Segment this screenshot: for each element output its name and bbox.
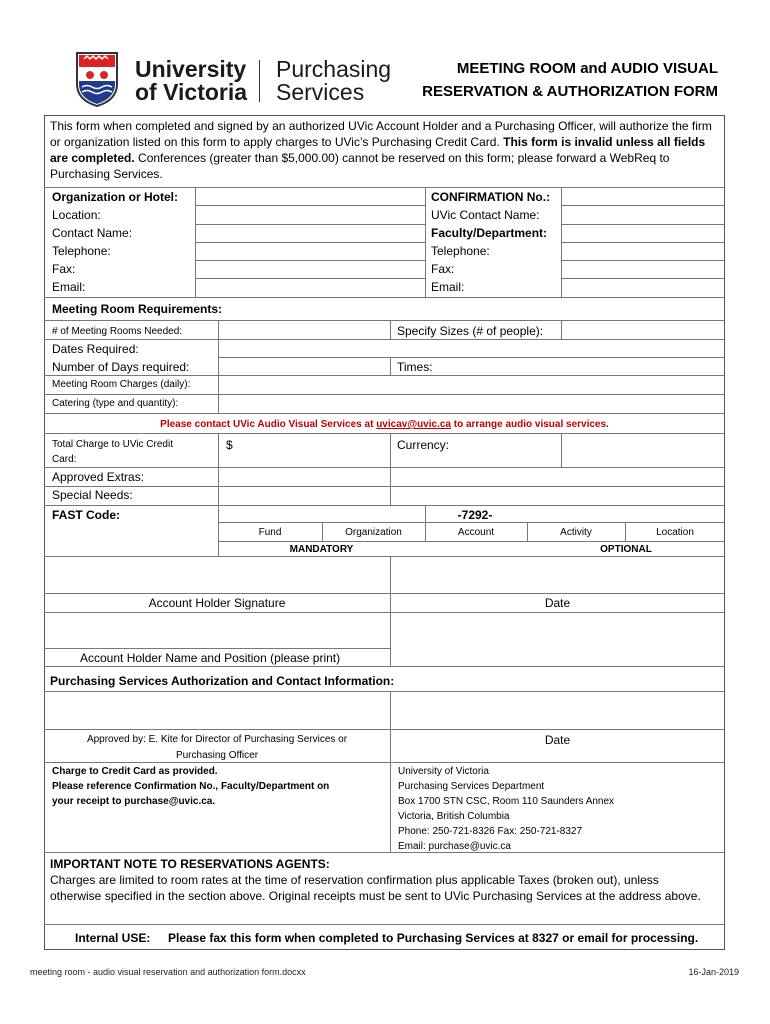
- purchasing-date-label: Date: [544, 733, 571, 747]
- location-label: Location:: [52, 208, 101, 222]
- optional-label: OPTIONAL: [600, 544, 652, 555]
- account-holder-name-label: Account Holder Name and Position (please print): [80, 651, 341, 665]
- divider: [390, 691, 391, 852]
- currency-label: Currency:: [397, 438, 450, 452]
- intro-text-2: Conferences (greater than $5,000.00) cannot be reserved on this form; please forward a WebReq to Purchasing Services.: [50, 151, 670, 181]
- confirmation-label: CONFIRMATION No.:: [431, 190, 551, 204]
- uvic-contact-label: UVic Contact Name:: [431, 208, 540, 222]
- divider: [561, 205, 725, 206]
- intro-text-1: This form when completed and signed by an authorized UVic Account Holder and a Purchasing Officer, will authorize the firm or organization listed on this form to apply charges to UVic’s Purchasing Credit Card.: [50, 119, 712, 149]
- total-charge-label-2: Card:: [52, 454, 77, 465]
- faculty-department-label: Faculty/Department:: [431, 226, 548, 240]
- address-phone-fax: Phone: 250-721-8326 Fax: 250-721-8327: [398, 826, 583, 837]
- divider: [218, 541, 725, 542]
- divider: [44, 924, 725, 925]
- divider: [561, 278, 725, 279]
- divider: [218, 357, 725, 358]
- activity-label: Activity: [560, 527, 592, 538]
- dates-required-label: Dates Required:: [52, 342, 139, 356]
- signature-field[interactable]: [46, 558, 388, 592]
- mandatory-label: MANDATORY: [289, 544, 354, 555]
- address-line4: Victoria, British Columbia: [398, 811, 510, 822]
- divider: [44, 467, 725, 468]
- divider: [44, 666, 725, 667]
- divider: [44, 648, 390, 649]
- account-label: Account: [457, 527, 495, 538]
- divider: [44, 852, 725, 853]
- fax-label: Fax:: [52, 262, 76, 276]
- important-note-body: Charges are limited to room rates at the time of reservation confirmation plus applicable Taxes (broken out), unless otherwise specified in the section above. Original receipts must be sent to UVic Purchasing Services at the address above.: [50, 873, 701, 903]
- uvic-email-label: Email:: [431, 280, 465, 294]
- divider: [195, 205, 425, 206]
- charge-note-line1: Charge to Credit Card as provided.: [52, 766, 218, 777]
- university-wordmark-line2: of Victoria: [135, 79, 248, 105]
- fast-code-label: FAST Code:: [52, 508, 120, 522]
- divider: [44, 729, 725, 730]
- divider: [218, 433, 219, 505]
- divider: [44, 320, 725, 321]
- divider: [44, 691, 725, 692]
- total-charge-label-1: Total Charge to UVic Credit: [52, 439, 173, 450]
- form-title-line1: MEETING ROOM and AUDIO VISUAL: [456, 60, 718, 77]
- signature-date-label: Date: [544, 596, 571, 610]
- divider: [44, 762, 725, 763]
- department-wordmark-line2: Services: [276, 79, 365, 105]
- rooms-needed-label: # of Meeting Rooms Needed:: [52, 326, 183, 337]
- av-email-link[interactable]: uvicav@uvic.ca: [376, 419, 451, 430]
- footer-filename: meeting room - audio visual reservation and authorization form.docxx: [30, 967, 306, 977]
- address-email: Email: purchase@uvic.ca: [398, 841, 511, 852]
- room-charges-label: Meeting Room Charges (daily):: [52, 379, 191, 390]
- divider: [390, 556, 391, 666]
- divider: [44, 375, 725, 376]
- divider: [561, 433, 562, 467]
- important-note-heading: IMPORTANT NOTE TO RESERVATIONS AGENTS:: [50, 857, 330, 871]
- divider: [390, 357, 391, 375]
- charge-note-line2: Please reference Confirmation No., Faculty/Department on: [52, 781, 330, 792]
- fund-label: Fund: [258, 527, 282, 538]
- divider: [195, 278, 425, 279]
- form-title-line2: RESERVATION & AUTHORIZATION FORM: [422, 83, 718, 100]
- internal-use-instructions: Please fax this form when completed to Purchasing Services at 8327 or email for processing.: [168, 931, 699, 945]
- address-line3: Box 1700 STN CSC, Room 110 Saunders Annex: [398, 796, 615, 807]
- divider: [425, 187, 426, 297]
- department-wordmark-line1: Purchasing: [276, 56, 392, 82]
- divider: [561, 242, 725, 243]
- divider: [561, 320, 562, 339]
- catering-label: Catering (type and quantity):: [52, 398, 179, 409]
- uvic-telephone-label: Telephone:: [431, 244, 490, 258]
- divider: [44, 297, 725, 298]
- divider: [44, 593, 390, 594]
- organization-label: Organization: [345, 527, 402, 538]
- org-hotel-field[interactable]: [196, 188, 424, 204]
- university-wordmark-line1: University: [135, 56, 247, 82]
- divider: [44, 556, 725, 557]
- divider: [390, 320, 391, 339]
- logo-divider: [259, 60, 260, 102]
- purchasing-heading: Purchasing Services Authorization and Contact Information:: [50, 674, 395, 688]
- divider: [44, 433, 725, 434]
- footer-date: 16-Jan-2019: [688, 967, 739, 977]
- intro-invalid-warning: This form is invalid unless all fields are completed.: [50, 135, 706, 165]
- divider: [44, 413, 725, 414]
- approved-by-line1: Approved by: E. Kite for Director of Purchasing Services or: [86, 734, 348, 745]
- divider: [44, 505, 725, 506]
- telephone-label: Telephone:: [52, 244, 111, 258]
- email-label: Email:: [52, 280, 86, 294]
- specify-sizes-label: Specify Sizes (# of people):: [397, 324, 544, 338]
- intro-paragraph: [50, 118, 720, 182]
- internal-use-label: Internal USE:: [75, 931, 151, 945]
- divider: [390, 593, 725, 594]
- contact-name-label: Contact Name:: [52, 226, 133, 240]
- times-label: Times:: [397, 360, 433, 374]
- divider: [218, 522, 725, 523]
- uvic-crest-icon: [74, 50, 120, 108]
- dollar-sign: $: [226, 438, 233, 452]
- approved-extras-label: Approved Extras:: [52, 470, 145, 484]
- divider: [44, 612, 725, 613]
- divider: [561, 224, 725, 225]
- divider: [561, 260, 725, 261]
- meeting-room-heading: Meeting Room Requirements:: [52, 302, 223, 316]
- account-holder-signature-label: Account Holder Signature: [148, 596, 286, 610]
- divider: [195, 224, 425, 225]
- uvic-fax-label: Fax:: [431, 262, 455, 276]
- special-needs-label: Special Needs:: [52, 488, 133, 502]
- divider: [195, 242, 425, 243]
- address-line1: University of Victoria: [398, 766, 489, 777]
- av-note-suffix: to arrange audio visual services.: [450, 419, 609, 430]
- approved-by-line2: Purchasing Officer: [175, 750, 259, 761]
- days-required-label: Number of Days required:: [52, 360, 190, 374]
- location-code-label: Location: [656, 527, 694, 538]
- fast-account-code: -7292-: [457, 508, 493, 522]
- divider: [390, 433, 391, 505]
- av-services-note: [44, 418, 725, 431]
- divider: [218, 320, 219, 413]
- address-line2: Purchasing Services Department: [398, 781, 545, 792]
- org-hotel-label: Organization or Hotel:: [52, 190, 178, 204]
- divider: [44, 339, 725, 340]
- charge-note-line3: your receipt to purchase@uvic.ca.: [52, 796, 216, 807]
- divider: [195, 260, 425, 261]
- confirmation-field[interactable]: [562, 188, 724, 204]
- divider: [44, 486, 725, 487]
- divider: [44, 394, 725, 395]
- av-note-prefix: Please contact UVic Audio Visual Services at: [160, 419, 377, 430]
